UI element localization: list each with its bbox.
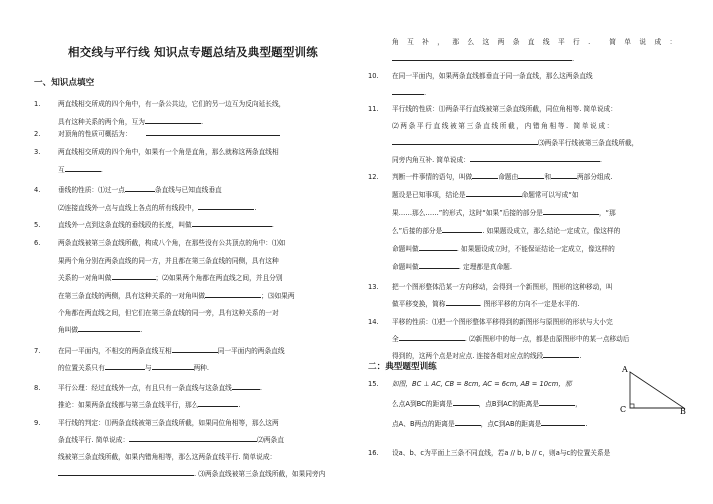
answer-blank[interactable] xyxy=(392,136,538,145)
question-text: 把一个图形整体沿某一方向移动，会得到一个新图形，图形的这种移动，叫 xyxy=(392,283,613,291)
triangle-diagram xyxy=(618,364,688,414)
answer-blank[interactable] xyxy=(112,271,156,280)
answer-blank[interactable] xyxy=(470,153,600,162)
answer-blank[interactable] xyxy=(232,381,260,390)
vertex-label-a: A xyxy=(622,365,628,374)
answer-blank[interactable] xyxy=(192,218,272,227)
question-text: 果两个角分别在两条直线的同一方，并且都在第三条直线的同侧，具有这种 xyxy=(58,256,279,265)
triangle-outline xyxy=(630,372,684,408)
answer-blank[interactable] xyxy=(125,183,155,192)
question-text: 命题叫做 xyxy=(392,245,419,253)
question-text: 具有这种关系的两个角，互为 xyxy=(58,118,145,126)
question-number: 9. xyxy=(34,419,41,427)
question-text: 点B到AC的距离是 xyxy=(485,400,540,408)
question-text: 么点A到BC的距离是 xyxy=(392,400,453,408)
question-number: 6. xyxy=(34,239,41,247)
right-triangle-figure xyxy=(618,364,688,414)
answer-blank[interactable] xyxy=(466,188,522,197)
answer-blank[interactable] xyxy=(65,163,101,172)
question-text: 平行线的性质：⑴两条平行直线被第三条直线所截，同位角相等. 简单说成： xyxy=(392,105,617,113)
answer-blank[interactable] xyxy=(543,206,599,215)
question-9: 9. 平行线的判定：⑴两条直线被第三条直线所截，如果同位角相等，那么这两 条直线平行. 简单说成： ⑵两条直 线被第三条直线所截，如果内错角相等，那么这两条直线平行. 简单说成： . ⑶两条直线被第三条直线所截，如果同旁内 xyxy=(34,414,352,486)
question-text: ；⑶如果两 xyxy=(261,291,295,300)
answer-blank[interactable] xyxy=(152,361,194,370)
answer-blank[interactable] xyxy=(442,224,482,233)
answer-blank[interactable] xyxy=(198,398,238,407)
question-text: 做平移变换，简称 xyxy=(392,300,446,308)
question-number: 14. xyxy=(368,318,379,326)
answer-blank[interactable] xyxy=(205,289,261,298)
question-14: 14. 平移的性质：⑴把一个图形整体平移得到的新图形与原图形的形状与大小完 全 . ⑵新图形中的每一点，都是由原图形中的某一点移动后 得到的，这两个点是对应点. 连接各组对应点的线段 . xyxy=(368,313,690,367)
answer-blank[interactable] xyxy=(419,242,457,251)
question-text: 如果题设成立，那么结论一定成立，像这样的 xyxy=(486,227,621,235)
question-text: 互 xyxy=(58,166,65,174)
question-number: 7. xyxy=(34,347,41,355)
question-text: 角互补，那么这两条直线平行. 简单说成： xyxy=(392,38,685,46)
answer-blank[interactable] xyxy=(453,397,479,406)
answer-blank[interactable] xyxy=(539,397,575,406)
question-text: 两条直线被第三条直线所截，构成八个角，在那些没有公共顶点的角中：⑴如 xyxy=(58,239,286,247)
question-text: 垂线的性质：⑴过一点 xyxy=(58,186,125,194)
question-text: 果……那么……”的形式，这时“如果”后接的部分是 xyxy=(392,209,543,217)
question-7 xyxy=(34,342,352,378)
question-text: ；⑵如果两个角都在两直线之间，并且分别 xyxy=(155,274,283,282)
question-text: 点A、B两点的距离是 xyxy=(392,420,455,428)
question-9-cont: 角互补，那么这两条直线平行. 简单说成： . xyxy=(368,33,690,69)
question-text: 设a、b、c为平面上三条不同直线，若a // b, b // c，则a与c的位置关系是 xyxy=(392,449,611,457)
question-text: 和 xyxy=(544,173,551,181)
question-text: 在同一平面内，不相交的两条直线互相 xyxy=(58,347,172,355)
question-number: 4. xyxy=(34,186,41,194)
vertex-label-b: B xyxy=(680,407,686,414)
question-text: 定理都是真命题. xyxy=(463,263,512,271)
question-15: 15. 如图，BC ⊥ AC, CB = 8cm, AC = 6cm, AB = 10cm，那 么点A到BC的距离是 ，点B到AC的距离是 ， 点A、B两点的距离是 ，点C到AB的距离是 . xyxy=(368,375,690,435)
question-text: 全 xyxy=(392,335,399,343)
question-text: ⑵新图形中的每一点，都是由原图形中的某一点移动后 xyxy=(468,335,630,343)
right-angle-mark xyxy=(630,404,634,408)
question-11: 11. 平行线的性质：⑴两条平行直线被第三条直线所截，同位角相等. 简单说成： ⑵两条平行直线被第三条直线所截，内错角相等. 简单说成： ⑶两条平行线被第三条直线所截， 同旁内角互补. 简单说成： . xyxy=(368,100,690,172)
answer-blank[interactable] xyxy=(198,201,254,210)
question-text: 点C到AB的距离是 xyxy=(487,420,542,428)
question-text: 推论：如果两条直线都与第三条直线平行，那么 xyxy=(58,401,199,409)
question-text: 平行公理：经过直线外一点，有且只有一条直线与这条直线 xyxy=(58,384,232,392)
question-text: 同一平面内的两条直线 xyxy=(217,347,285,355)
answer-blank[interactable] xyxy=(392,86,424,95)
question-text: 平行线的判定：⑴两条直线被第三条直线所截，如果同位角相等，那么这两 xyxy=(58,419,279,427)
question-number: 12. xyxy=(368,173,379,181)
question-text: ，“那 xyxy=(598,209,616,217)
question-text: 两种. xyxy=(193,364,210,372)
question-6-cont: 角叫做 . xyxy=(34,321,352,339)
question-text: ⑵连接直线外一点与直线上各点的所有线段中， xyxy=(58,204,199,212)
question-number: 10. xyxy=(368,72,379,80)
section-heading-knowledge: 一、知识点填空 xyxy=(34,78,95,88)
question-12-cont: 命题叫做 . 定理都是真命题. xyxy=(368,258,690,276)
answer-blank[interactable] xyxy=(129,433,257,442)
question-text: ⑶两条平行线被第三条直线所截， xyxy=(538,139,639,147)
question-text: 命题叫做 xyxy=(392,263,419,271)
question-text: 两直线相交所成的四个角中，有一条公共边，它们的另一边互为反向延长线， xyxy=(58,100,286,108)
answer-blank[interactable] xyxy=(145,115,201,124)
answer-blank[interactable] xyxy=(541,417,585,426)
question-text: 关系的一对角叫做 xyxy=(58,274,112,282)
question-text: 同旁内角互补. 简单说成： xyxy=(392,156,470,164)
question-text: 在同一平面内，如果两条直线都垂直于同一条直线，那么这两条直线 xyxy=(392,72,593,80)
question-text: 条直线与已知直线垂直 xyxy=(154,186,222,194)
answer-blank[interactable] xyxy=(399,332,465,341)
question-10: 10. 在同一平面内，如果两条直线都垂直于同一条直线，那么这两条直线 . xyxy=(368,67,690,103)
question-text: 得到的，这两个点是对应点. 连接各组对应点的线段 xyxy=(392,352,544,360)
question-text: 对顶角的性质可概括为： xyxy=(58,130,132,138)
question-4: 4. 垂线的性质：⑴过一点 条直线与已知直线垂直 ⑵连接直线外一点与直线上各点的所有线段中， . xyxy=(34,181,352,217)
answer-blank[interactable] xyxy=(472,170,498,179)
question-number: 16. xyxy=(368,449,379,457)
answer-blank[interactable] xyxy=(455,417,481,426)
answer-blank[interactable] xyxy=(551,170,577,179)
answer-blank[interactable] xyxy=(146,127,280,136)
question-5: 5. 直线外一点到这条直线的垂线段的长度，叫做 . xyxy=(34,216,352,234)
question-text: 线被第三条直线所截，如果内错角相等，那么这两条直线平行. 简单说成： xyxy=(58,453,277,461)
question-text: 在第三条直线的两侧，具有这种关系的一对角叫做 xyxy=(58,291,206,300)
question-text: 平移的性质：⑴把一个图形整体平移得到的新图形与原图形的形状与大小完 xyxy=(392,318,613,326)
answer-blank[interactable] xyxy=(172,344,218,353)
question-text: 个角都在两直线之间，但它们在第三条直线的同一旁，具有这种关系的一对 xyxy=(58,309,279,317)
answer-blank[interactable] xyxy=(58,467,194,476)
page-title: 相交线与平行线 知识点专题总结及典型题型训练 xyxy=(68,45,318,59)
question-12: 12. 判断一件事情的语句，叫做 命题由 和 两部分组成. 题设是已知事项，结论是 命题常可以写成“如 果……那么……”的形式，这时“如果”后接的部分是 ，“那 么”后接的部分是 . 如果题设成立，那么结论一定成立，像这样的 命题叫做 . 如果题设成立时，不能保证结论一定成立，像这样的 xyxy=(368,168,690,258)
answer-blank[interactable] xyxy=(78,323,140,332)
answer-blank[interactable] xyxy=(446,297,480,306)
question-text: ⑵两条直 xyxy=(257,436,284,444)
question-13: 13. 把一个图形整体沿某一方向移动，会得到一个新图形，图形的这种移动，叫 做平移变换，简称 . 图形平移的方向不一定是水平的. xyxy=(368,278,690,314)
question-3: 3. 两直线相交所成的四个角中，如果有一个角是直角，那么就称这两条直线相 互 . xyxy=(34,143,352,179)
question-text: 直线外一点到这条直线的垂线段的长度，叫做 xyxy=(58,221,192,229)
question-2 xyxy=(34,125,352,143)
question-text: 命题由 xyxy=(498,173,519,181)
question-text: ⑶两条直线被第三条直线所截，如果同旁内 xyxy=(198,470,326,478)
question-text: 条直线平行. 简单说成： xyxy=(58,436,130,444)
question-6 xyxy=(34,234,352,324)
question-number: 8. xyxy=(34,384,41,392)
question-16 xyxy=(368,444,690,462)
answer-blank[interactable] xyxy=(392,52,572,61)
answer-blank[interactable] xyxy=(543,349,579,358)
question-text: ⑵两条平行直线被第三条直线所截，内错角相等. 简单说成： xyxy=(392,122,615,130)
question-text: 么”后接的部分是 xyxy=(392,227,443,235)
question-text: 如果题设成立时，不能保证结论一定成立，像这样的 xyxy=(461,245,615,253)
answer-blank[interactable] xyxy=(419,260,459,269)
answer-blank[interactable] xyxy=(518,170,544,179)
question-number: 11. xyxy=(368,105,379,113)
question-text: 命题常可以写成“如 xyxy=(521,191,579,199)
question-1: 1. 两直线相交所成的四个角中，有一条公共边，它们的另一边互为反向延长线， 具有这种关系的两个角，互为 . xyxy=(34,95,352,131)
vertex-label-c: C xyxy=(620,405,627,414)
question-text: 如图，BC ⊥ AC, CB = 8cm, AC = 6cm, AB = 10cm，那 xyxy=(392,380,572,388)
question-number: 2. xyxy=(34,130,41,138)
question-number: 5. xyxy=(34,221,41,229)
question-text: 与 xyxy=(144,364,152,372)
question-text: 的位置关系只有 xyxy=(58,364,105,372)
question-number: 13. xyxy=(368,283,379,291)
question-text: 判断一件事情的语句，叫做 xyxy=(392,173,473,181)
section-heading-practice: 二：典型题型训练 xyxy=(368,362,437,372)
answer-blank[interactable] xyxy=(105,361,145,370)
question-number: 15. xyxy=(368,380,379,388)
question-text: 两直线相交所成的四个角中，如果有一个角是直角，那么就称这两条直线相 xyxy=(58,148,279,156)
question-number: 1. xyxy=(34,100,41,108)
question-number: 3. xyxy=(34,148,41,156)
question-text: 题设是已知事项，结论是 xyxy=(392,191,466,199)
question-text: 角叫做 xyxy=(58,326,79,334)
question-8: 8. 平行公理：经过直线外一点，有且只有一条直线与这条直线 . 推论：如果两条直线都与第三条直线平行，那么 . xyxy=(34,379,352,415)
question-text: 两部分组成. xyxy=(577,173,613,181)
question-text: 图形平移的方向不一定是水平的. xyxy=(483,300,580,308)
